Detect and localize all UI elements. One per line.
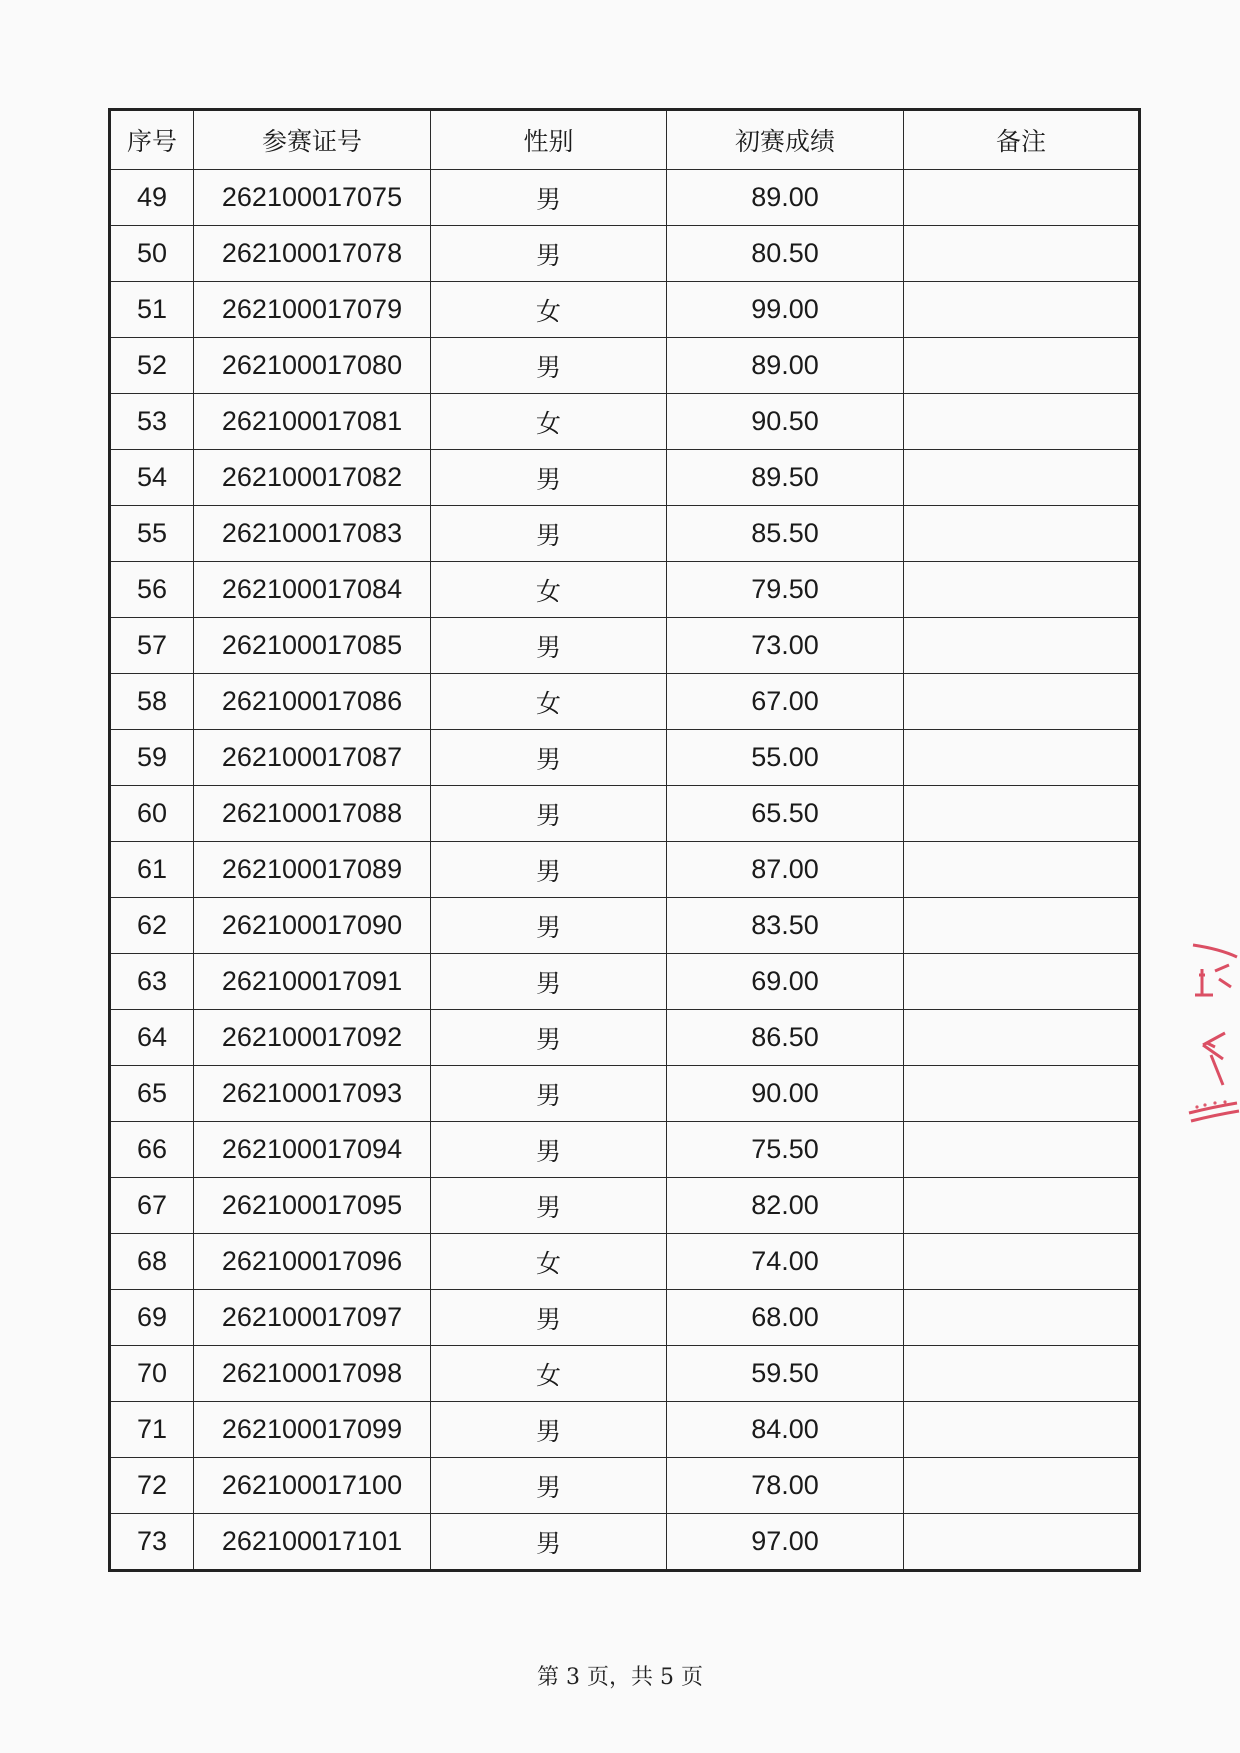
cell-ticket-number: 262100017090 xyxy=(194,898,431,954)
cell-remark xyxy=(904,1122,1140,1178)
cell-index: 53 xyxy=(110,394,194,450)
table-row xyxy=(110,506,1140,562)
cell-remark xyxy=(904,842,1140,898)
cell-ticket-number: 262100017101 xyxy=(194,1514,431,1571)
cell-gender: 男 xyxy=(431,1402,667,1458)
cell-gender: 女 xyxy=(431,1346,667,1402)
cell-preliminary-score: 80.50 xyxy=(667,226,904,282)
cell-ticket-number: 262100017079 xyxy=(194,282,431,338)
cell-preliminary-score: 69.00 xyxy=(667,954,904,1010)
cell-ticket-number: 262100017094 xyxy=(194,1122,431,1178)
table-row xyxy=(110,674,1140,730)
cell-remark xyxy=(904,618,1140,674)
score-table xyxy=(108,108,1141,1572)
cell-gender: 男 xyxy=(431,338,667,394)
cell-gender: 男 xyxy=(431,1010,667,1066)
table-row xyxy=(110,562,1140,618)
cell-remark xyxy=(904,338,1140,394)
cell-gender: 男 xyxy=(431,1122,667,1178)
cell-ticket-number: 262100017081 xyxy=(194,394,431,450)
cell-gender: 男 xyxy=(431,618,667,674)
cell-gender: 女 xyxy=(431,394,667,450)
cell-ticket-number: 262100017089 xyxy=(194,842,431,898)
cell-remark xyxy=(904,1234,1140,1290)
table-row xyxy=(110,1122,1140,1178)
cell-index: 58 xyxy=(110,674,194,730)
header-remark: 备注 xyxy=(904,110,1140,170)
cell-remark xyxy=(904,394,1140,450)
table-row xyxy=(110,1514,1140,1571)
cell-index: 64 xyxy=(110,1010,194,1066)
table-row xyxy=(110,282,1140,338)
cell-gender: 男 xyxy=(431,730,667,786)
table-row xyxy=(110,394,1140,450)
cell-index: 66 xyxy=(110,1122,194,1178)
cell-remark xyxy=(904,506,1140,562)
cell-ticket-number: 262100017084 xyxy=(194,562,431,618)
cell-index: 60 xyxy=(110,786,194,842)
cell-ticket-number: 262100017099 xyxy=(194,1402,431,1458)
table-row xyxy=(110,954,1140,1010)
cell-index: 65 xyxy=(110,1066,194,1122)
cell-index: 57 xyxy=(110,618,194,674)
cell-gender: 男 xyxy=(431,226,667,282)
cell-remark xyxy=(904,674,1140,730)
cell-preliminary-score: 74.00 xyxy=(667,1234,904,1290)
cell-index: 72 xyxy=(110,1458,194,1514)
cell-remark xyxy=(904,562,1140,618)
cell-gender: 女 xyxy=(431,562,667,618)
cell-index: 62 xyxy=(110,898,194,954)
cell-preliminary-score: 55.00 xyxy=(667,730,904,786)
cell-index: 63 xyxy=(110,954,194,1010)
header-preliminary-score: 初赛成绩 xyxy=(667,110,904,170)
table-row xyxy=(110,730,1140,786)
cell-ticket-number: 262100017086 xyxy=(194,674,431,730)
cell-gender: 女 xyxy=(431,674,667,730)
cell-ticket-number: 262100017097 xyxy=(194,1290,431,1346)
cell-gender: 女 xyxy=(431,282,667,338)
cell-ticket-number: 262100017098 xyxy=(194,1346,431,1402)
cell-preliminary-score: 89.00 xyxy=(667,170,904,226)
cell-ticket-number: 262100017092 xyxy=(194,1010,431,1066)
cell-remark xyxy=(904,1514,1140,1571)
cell-ticket-number: 262100017088 xyxy=(194,786,431,842)
cell-preliminary-score: 67.00 xyxy=(667,674,904,730)
cell-remark xyxy=(904,226,1140,282)
header-ticket-number: 参赛证号 xyxy=(194,110,431,170)
table-body xyxy=(110,170,1140,1571)
cell-remark xyxy=(904,1346,1140,1402)
cell-remark xyxy=(904,1402,1140,1458)
cell-preliminary-score: 82.00 xyxy=(667,1178,904,1234)
cell-index: 51 xyxy=(110,282,194,338)
table-row xyxy=(110,1290,1140,1346)
cell-preliminary-score: 85.50 xyxy=(667,506,904,562)
header-gender: 性别 xyxy=(431,110,667,170)
table-row xyxy=(110,1458,1140,1514)
cell-preliminary-score: 73.00 xyxy=(667,618,904,674)
table-row xyxy=(110,618,1140,674)
cell-preliminary-score: 99.00 xyxy=(667,282,904,338)
cell-preliminary-score: 89.50 xyxy=(667,450,904,506)
cell-index: 73 xyxy=(110,1514,194,1571)
cell-index: 52 xyxy=(110,338,194,394)
cell-preliminary-score: 79.50 xyxy=(667,562,904,618)
table-row xyxy=(110,1010,1140,1066)
cell-preliminary-score: 75.50 xyxy=(667,1122,904,1178)
table-header-row xyxy=(110,110,1140,170)
page-number: 第 3 页，共 5 页 xyxy=(537,1665,703,1690)
cell-ticket-number: 262100017096 xyxy=(194,1234,431,1290)
table-row xyxy=(110,898,1140,954)
cell-remark xyxy=(904,1066,1140,1122)
cell-remark xyxy=(904,282,1140,338)
cell-gender: 女 xyxy=(431,1234,667,1290)
cell-gender: 男 xyxy=(431,786,667,842)
cell-gender: 男 xyxy=(431,954,667,1010)
header-index: 序号 xyxy=(110,110,194,170)
cell-remark xyxy=(904,1010,1140,1066)
cell-ticket-number: 262100017085 xyxy=(194,618,431,674)
cell-preliminary-score: 89.00 xyxy=(667,338,904,394)
cell-index: 71 xyxy=(110,1402,194,1458)
cell-preliminary-score: 68.00 xyxy=(667,1290,904,1346)
cell-gender: 男 xyxy=(431,1514,667,1571)
cell-gender: 男 xyxy=(431,450,667,506)
table-row xyxy=(110,786,1140,842)
cell-index: 69 xyxy=(110,1290,194,1346)
cell-ticket-number: 262100017083 xyxy=(194,506,431,562)
table-row xyxy=(110,170,1140,226)
cell-ticket-number: 262100017087 xyxy=(194,730,431,786)
cell-preliminary-score: 90.00 xyxy=(667,1066,904,1122)
cell-ticket-number: 262100017082 xyxy=(194,450,431,506)
cell-index: 70 xyxy=(110,1346,194,1402)
cell-index: 61 xyxy=(110,842,194,898)
cell-preliminary-score: 65.50 xyxy=(667,786,904,842)
cell-ticket-number: 262100017078 xyxy=(194,226,431,282)
cell-index: 68 xyxy=(110,1234,194,1290)
table-row xyxy=(110,338,1140,394)
cell-ticket-number: 262100017075 xyxy=(194,170,431,226)
cell-index: 67 xyxy=(110,1178,194,1234)
cell-preliminary-score: 59.50 xyxy=(667,1346,904,1402)
cell-gender: 男 xyxy=(431,842,667,898)
cell-remark xyxy=(904,170,1140,226)
cell-remark xyxy=(904,1290,1140,1346)
cell-ticket-number: 262100017100 xyxy=(194,1458,431,1514)
cell-preliminary-score: 83.50 xyxy=(667,898,904,954)
official-seal-fragment-icon xyxy=(1185,935,1240,1195)
table-row xyxy=(110,1402,1140,1458)
cell-ticket-number: 262100017091 xyxy=(194,954,431,1010)
cell-preliminary-score: 90.50 xyxy=(667,394,904,450)
cell-index: 56 xyxy=(110,562,194,618)
table-row xyxy=(110,842,1140,898)
cell-ticket-number: 262100017095 xyxy=(194,1178,431,1234)
cell-gender: 男 xyxy=(431,1178,667,1234)
cell-index: 59 xyxy=(110,730,194,786)
cell-gender: 男 xyxy=(431,170,667,226)
table-row xyxy=(110,226,1140,282)
cell-remark xyxy=(904,898,1140,954)
cell-remark xyxy=(904,1458,1140,1514)
cell-preliminary-score: 87.00 xyxy=(667,842,904,898)
cell-ticket-number: 262100017080 xyxy=(194,338,431,394)
cell-gender: 男 xyxy=(431,898,667,954)
cell-gender: 男 xyxy=(431,1290,667,1346)
cell-preliminary-score: 84.00 xyxy=(667,1402,904,1458)
cell-remark xyxy=(904,954,1140,1010)
table-row xyxy=(110,450,1140,506)
table-row xyxy=(110,1066,1140,1122)
cell-remark xyxy=(904,730,1140,786)
cell-preliminary-score: 78.00 xyxy=(667,1458,904,1514)
cell-ticket-number: 262100017093 xyxy=(194,1066,431,1122)
cell-gender: 男 xyxy=(431,1458,667,1514)
cell-remark xyxy=(904,1178,1140,1234)
cell-remark xyxy=(904,786,1140,842)
cell-gender: 男 xyxy=(431,1066,667,1122)
cell-index: 54 xyxy=(110,450,194,506)
table-row xyxy=(110,1178,1140,1234)
table-row xyxy=(110,1346,1140,1402)
cell-index: 55 xyxy=(110,506,194,562)
cell-gender: 男 xyxy=(431,506,667,562)
table-row xyxy=(110,1234,1140,1290)
cell-preliminary-score: 97.00 xyxy=(667,1514,904,1571)
cell-remark xyxy=(904,450,1140,506)
cell-index: 49 xyxy=(110,170,194,226)
cell-preliminary-score: 86.50 xyxy=(667,1010,904,1066)
cell-index: 50 xyxy=(110,226,194,282)
